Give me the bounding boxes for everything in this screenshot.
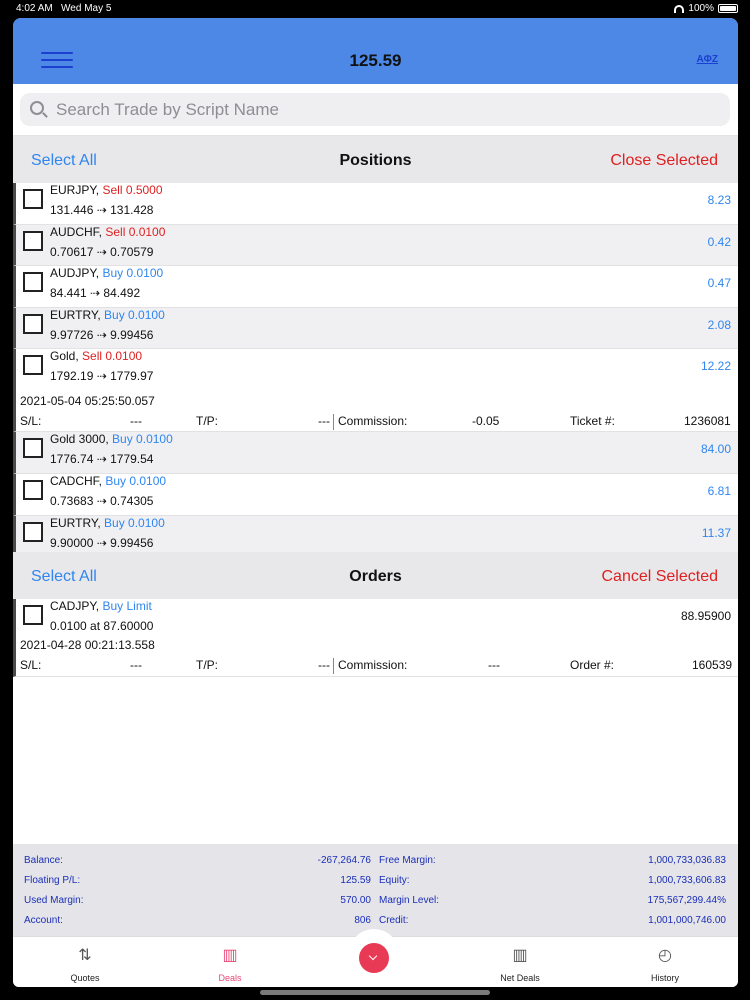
position-checkbox[interactable]	[23, 231, 43, 251]
position-profit: 6.81	[707, 483, 731, 498]
floating-value: 125.59	[340, 875, 371, 886]
deals-chart-icon: ▥	[222, 947, 238, 964]
floating-label: Floating P/L:	[24, 875, 81, 886]
orders-title: Orders	[349, 568, 402, 585]
tab-bar	[13, 936, 738, 987]
position-tp-value: ---	[318, 414, 330, 429]
battery-icon	[718, 4, 738, 13]
position-symbol-name: EURJPY,	[50, 183, 103, 197]
tab-deals-label: Deals	[218, 973, 242, 983]
position-prices: 1776.74 ⇢ 1779.54	[50, 452, 154, 467]
position-symbol-name: AUDJPY,	[50, 266, 103, 281]
position-prices: 9.97726 ⇢ 9.99456	[50, 327, 154, 342]
position-side: Buy 0.0100	[102, 266, 164, 281]
position-row[interactable]	[13, 432, 738, 474]
order-row[interactable]	[13, 599, 738, 677]
position-profit: 2.08	[707, 317, 731, 332]
position-prices: 0.73683 ⇢ 0.74305	[50, 493, 154, 508]
account-summary	[13, 844, 738, 936]
cancel-selected-button[interactable]: Cancel Selected	[601, 568, 718, 585]
free-margin-label: Free Margin:	[379, 855, 436, 866]
position-checkbox[interactable]	[23, 480, 43, 500]
order-tp-value: ---	[318, 658, 330, 672]
position-profit: 12.22	[700, 359, 731, 374]
orders-list	[13, 599, 738, 677]
status-right	[674, 3, 738, 14]
order-sl-value: ---	[130, 658, 142, 672]
search-field	[20, 93, 730, 126]
position-details	[20, 414, 730, 430]
page-title: 125.59	[349, 51, 402, 70]
order-commission-value: ---	[488, 658, 500, 672]
sort-az-button[interactable]: AΦZ	[696, 54, 718, 65]
tab-quotes-label: Quotes	[70, 973, 100, 983]
positions-list	[13, 183, 738, 557]
order-commission-label: Commission:	[338, 658, 408, 672]
position-ticket-label: Ticket #:	[570, 414, 615, 429]
details-divider	[333, 658, 334, 674]
order-symbol-name: CADJPY,	[50, 599, 103, 613]
position-prices: 0.70617 ⇢ 0.70579	[50, 244, 154, 259]
position-symbol	[50, 349, 142, 363]
order-order-label: Order #:	[570, 658, 615, 672]
order-details	[20, 658, 733, 674]
home-indicator[interactable]	[260, 990, 490, 995]
tab-history-label: History	[650, 973, 679, 983]
close-selected-button[interactable]: Close Selected	[610, 152, 718, 169]
position-symbol-name: CADCHF,	[50, 473, 106, 488]
position-prices: 9.90000 ⇢ 9.99456	[50, 535, 154, 550]
position-side: Buy 0.0100	[104, 307, 165, 322]
position-sl-label: S/L:	[20, 414, 42, 429]
tab-deals[interactable]	[170, 937, 290, 987]
used-margin-value: 570.00	[340, 895, 371, 906]
position-symbol	[50, 432, 173, 446]
position-symbol	[50, 266, 163, 280]
position-prices: 84.441 ⇢ 84.492	[50, 286, 141, 301]
position-symbol-name: EURTRY,	[50, 307, 105, 322]
tab-net-deals[interactable]	[460, 937, 580, 987]
order-datetime: 2021-04-28 00:21:13.558	[20, 638, 155, 652]
credit-label: Credit:	[379, 915, 409, 926]
position-row[interactable]	[13, 516, 738, 558]
orders-select-all-button[interactable]: Select All	[31, 568, 97, 585]
position-commission-value: -0.05	[472, 414, 500, 429]
position-symbol	[50, 308, 165, 322]
position-sl-value: ---	[130, 414, 142, 429]
used-margin-label: Used Margin:	[24, 895, 84, 906]
position-symbol	[50, 225, 165, 239]
top-bar	[13, 18, 738, 84]
equity-value: 1,000,733,606.83	[648, 875, 726, 886]
free-margin-value: 1,000,733,036.83	[648, 855, 726, 866]
position-symbol	[50, 516, 165, 530]
order-sl-label: S/L:	[20, 658, 42, 672]
tab-history[interactable]	[605, 937, 725, 987]
search-bar	[13, 84, 738, 136]
history-clock-icon: ◴	[658, 947, 672, 964]
position-prices: 131.446 ⇢ 131.428	[50, 203, 154, 217]
position-checkbox[interactable]	[23, 522, 43, 542]
position-row[interactable]	[13, 308, 738, 350]
balance-value: -267,264.76	[317, 855, 371, 866]
search-input[interactable]	[56, 98, 716, 122]
arrows-updown-icon: ⇅	[78, 947, 92, 964]
position-profit: 0.42	[707, 234, 731, 249]
position-checkbox[interactable]	[23, 272, 43, 292]
margin-level-value: 175,567,299.44%	[647, 895, 726, 906]
order-price: 88.95900	[680, 609, 731, 623]
position-side: Buy 0.0100	[105, 473, 167, 488]
order-order-value: 160539	[692, 658, 733, 672]
position-profit: 11.37	[701, 525, 731, 540]
orders-header	[13, 552, 738, 599]
position-checkbox[interactable]	[23, 189, 43, 209]
position-profit: 84.00	[700, 442, 731, 457]
order-side: Buy Limit	[102, 599, 152, 613]
position-ticket-value: 1236081	[684, 414, 731, 429]
battery-percent: 100%	[688, 3, 714, 14]
position-row[interactable]	[13, 474, 738, 516]
position-row[interactable]	[13, 183, 738, 225]
position-symbol	[50, 474, 166, 488]
position-row[interactable]	[13, 349, 738, 432]
search-icon	[30, 101, 44, 115]
balance-label: Balance:	[24, 855, 63, 866]
tab-net-deals-label: Net Deals	[500, 973, 540, 983]
order-checkbox[interactable]	[23, 605, 43, 625]
credit-value: 1,001,000,746.00	[648, 915, 726, 926]
order-tp-label: T/P:	[196, 658, 219, 672]
order-symbol	[50, 599, 152, 613]
position-side: Buy 0.0100	[112, 432, 173, 447]
tab-quotes[interactable]	[25, 937, 145, 987]
positions-title: Positions	[339, 152, 412, 169]
position-symbol-name: EURTRY,	[50, 515, 105, 530]
status-bar	[0, 0, 750, 18]
app-window	[13, 18, 738, 987]
position-row[interactable]	[13, 266, 738, 308]
position-profit: 0.47	[707, 276, 731, 291]
wifi-icon	[674, 5, 684, 13]
status-time: 4:02 AM Wed May 5	[16, 3, 112, 14]
account-value: 806	[354, 915, 371, 926]
position-side: Buy 0.0100	[104, 515, 165, 530]
position-checkbox[interactable]	[23, 314, 43, 334]
position-row[interactable]	[13, 225, 738, 267]
position-prices: 1792.19 ⇢ 1779.97	[50, 369, 154, 384]
position-tp-label: T/P:	[196, 414, 219, 429]
position-side: Sell 0.0100	[105, 224, 166, 239]
margin-level-label: Margin Level:	[379, 895, 440, 906]
position-symbol-name: Gold 3000,	[50, 432, 113, 447]
position-commission-label: Commission:	[338, 414, 408, 429]
position-checkbox[interactable]	[23, 355, 43, 375]
equity-label: Equity:	[379, 875, 410, 886]
account-label: Account:	[24, 915, 63, 926]
order-details-line: 0.0100 at 87.60000	[50, 619, 154, 633]
position-side: Sell 0.0100	[82, 349, 143, 364]
expand-fab-button[interactable]	[359, 943, 389, 973]
position-profit: 8.23	[707, 193, 731, 207]
positions-header	[13, 136, 738, 183]
position-symbol-name: AUDCHF,	[50, 224, 106, 239]
position-checkbox[interactable]	[23, 438, 43, 458]
position-datetime: 2021-05-04 05:25:50.057	[20, 394, 155, 409]
position-side: Sell 0.5000	[102, 183, 163, 197]
details-divider	[333, 414, 334, 430]
positions-select-all-button[interactable]: Select All	[31, 152, 97, 169]
position-symbol-name: Gold,	[50, 349, 83, 364]
net-deals-icon: ▥	[512, 947, 528, 964]
position-symbol	[50, 183, 163, 197]
